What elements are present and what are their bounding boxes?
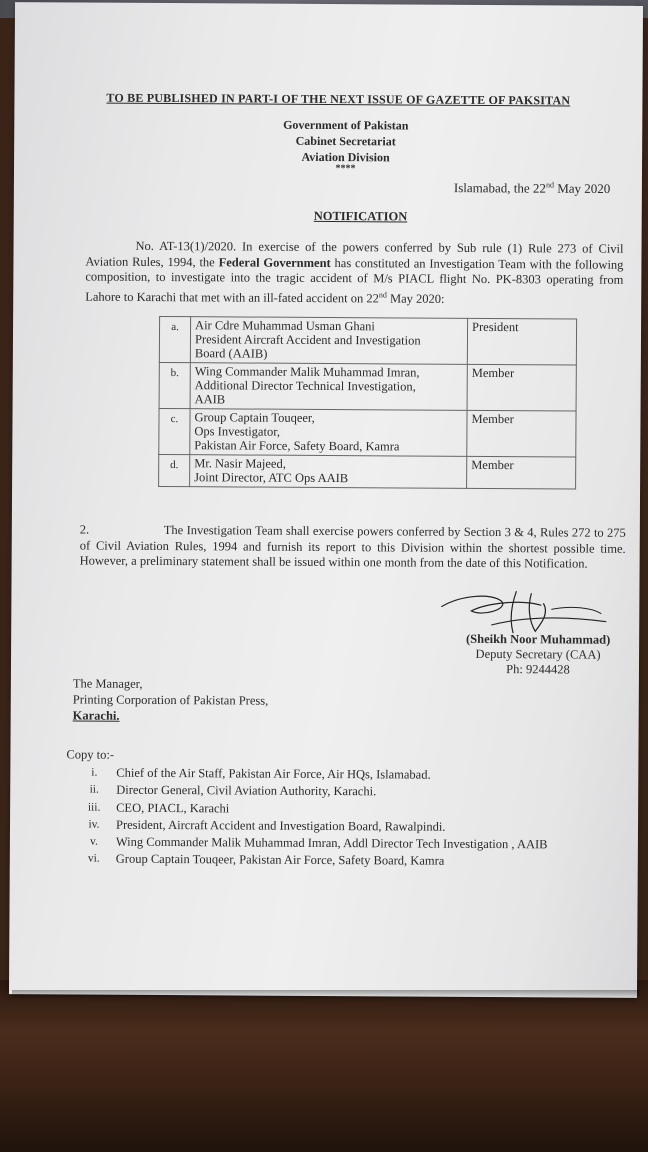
row-index: c. <box>159 408 190 454</box>
member-details: Wing Commander Malik Muhammad Imran, Additional Director Technical Investigation, AAIB <box>190 363 467 411</box>
header-stars: **** <box>335 163 356 175</box>
paper-shadow <box>12 990 640 998</box>
signatory-name: (Sheikh Noor Muhammad) <box>465 631 611 647</box>
list-item: iii. CEO, PIACL, Karachi <box>87 800 230 816</box>
signatory-title: Deputy Secretary (CAA) <box>475 646 601 662</box>
investigation-team-table <box>158 316 577 490</box>
copy-to-list <box>72 764 633 871</box>
list-item: vi. Group Captain Touqeer, Pakistan Air Force, Safety Board, Kamra <box>87 852 445 869</box>
header-division: Aviation Division <box>301 149 390 165</box>
table-row <box>159 408 576 457</box>
member-details: Air Cdre Muhammad Usman Ghani President Aircraft Accident and Investigation Board (AAIB) <box>190 317 467 365</box>
signatory-block <box>443 632 633 678</box>
notification-paragraph-1: No. AT-13(1)/2020. In exercise of the powers conferred by Sub rule (1) Rule 273 of Civil Aviation Rules, 1994, the Federal Government has constituted an Investigation Team with the following composition, to investigate into the tragic accident of M/s PIACL flight No. PK-8303 operating from Lahore to Karachi that met with an ill-fated accident on 22nd May 2020: <box>85 238 624 306</box>
gazette-heading: TO BE PUBLISHED IN PART-I OF THE NEXT ISSUE OF GAZETTE OF PAKSITAN <box>106 90 571 108</box>
notification-document <box>9 2 643 998</box>
member-role: Member <box>467 364 576 411</box>
table-row <box>159 454 576 489</box>
member-details: Mr. Nasir Majeed, Joint Director, ATC Ops AAIB <box>190 455 467 489</box>
signatory-phone: Ph: 9244428 <box>506 662 570 677</box>
notification-paragraph-2: 2. The Investigation Team shall exercise powers conferred by Section 3 & 4, Rules 272 to 275 of Civil Aviation Rules, 1994 and furnish its report to this Division within the shortest possible time. However, a preliminary statement shall be issued within one month from the date of this Notification. <box>79 522 626 571</box>
copy-to-label: Copy to:- <box>66 747 115 762</box>
table-row <box>159 316 576 365</box>
list-item: v. Wing Commander Malik Muhammad Imran, Addl Director Tech Investigation , AAIB <box>89 834 548 852</box>
table-row <box>159 362 576 411</box>
table-surface <box>0 980 648 1152</box>
header-government: Government of Pakistan <box>283 117 409 133</box>
member-role: Member <box>467 410 576 457</box>
row-index: b. <box>159 362 190 408</box>
issue-date: Islamabad, the 22nd May 2020 <box>453 180 611 197</box>
member-role: Member <box>467 456 576 489</box>
list-item: iv. President, Aircraft Accident and Investigation Board, Rawalpindi. <box>88 817 446 834</box>
list-item: i. Chief of the Air Staff, Pakistan Air Force, Air HQs, Islamabad. <box>91 765 431 782</box>
issuing-office-header <box>14 115 642 175</box>
addressee-block: The Manager, Printing Corporation of Pakistan Press, Karachi. <box>72 676 269 723</box>
member-details: Group Captain Touqeer, Ops Investigator, Pakistan Air Force, Safety Board, Kamra <box>190 409 467 457</box>
header-secretariat: Cabinet Secretariat <box>295 133 396 149</box>
member-role: President <box>467 318 576 365</box>
row-index: d. <box>159 454 190 486</box>
list-item: ii. Director General, Civil Aviation Authority, Karachi. <box>89 783 377 799</box>
row-index: a. <box>159 316 190 362</box>
notification-title: NOTIFICATION <box>313 208 408 224</box>
